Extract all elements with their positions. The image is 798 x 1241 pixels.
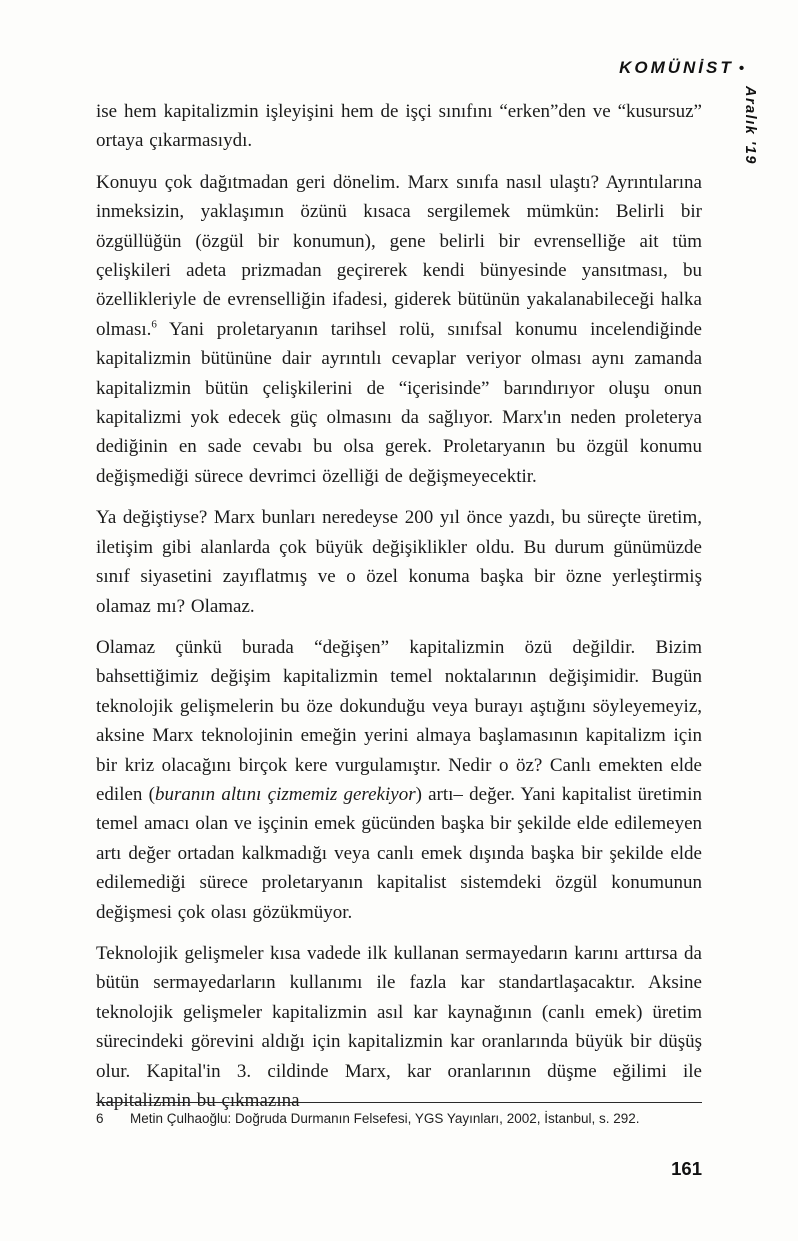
text-run: Teknolojik gelişmeler kısa vadede ilk kullanan sermayedarın karını arttırsa da bütün sermayedarların kullanımı ile fazla kar standartlaşacaktır. Aksine teknolojik gelişmeler kapitalizmin asıl kar kaynağının (canlı emek) üretim sürecindeki görevini aldığı için kapitalizmin kar oranlarında büyük bir düşüş olur. Kapital'in 3. cildinde Marx, kar oranlarının düşme eğilimi ile kapitalizmin bu çıkmazına bbox=[96, 942, 702, 1111]
text-run: Ya değiştiyse? Marx bunları neredeyse 200 yıl önce yazdı, bu süreçte üretim, iletişim gibi alanlarda çok büyük değişiklikler oldu. Bu durum günümüzde sınıf siyasetini zayıflatmış ve o özel konuma başka bir özne yerleştirmiş olamaz mı? Olamaz. bbox=[96, 507, 702, 617]
text-run: ) artı– değer. Yani kapitalist üretimin temel amacı olan ve işçinin emek gücünden başka bir şekilde elde edilemeyen artı değer ortadan kalkmadığı veya canlı emek dışında başka bir şekilde elde edilemediği sürece proletaryanın kapitalist sistemdeki özgül konumunun değişmesi çok olası gözükmüyor. bbox=[96, 783, 702, 923]
page-number: 161 bbox=[671, 1158, 702, 1179]
text-run: Yani proletaryanın tarihsel rolü, sınıfsal konumu incelendiğinde kapitalizmin bütününe dair ayrıntılı cevaplar veriyor olması aynı zamanda kapitalizmin bütün çelişkilerini de “içerisinde” barındırıyor oluşu onun kapitalizmi yok edecek güç olmasını da sağlıyor. Marx'ın neden proleterya dediğinin en sade cevabı bu olsa gerek. Proletaryanın bu özgül konumu değişmediği sürece devrimci özelliği de değişmeyecektir. bbox=[96, 318, 702, 487]
text-run: ise hem kapitalizmin işleyişini hem de işçi sınıfını “erken”den ve “kusursuz” ortaya çıkarmasıydı. bbox=[96, 101, 702, 152]
paragraph bbox=[96, 939, 702, 1115]
paragraph bbox=[96, 168, 702, 491]
footnote-reference: 6 bbox=[151, 318, 157, 331]
issue-date-vertical: Aralık '19 bbox=[742, 86, 758, 165]
page-header bbox=[619, 58, 744, 78]
text-run: Olamaz çünkü burada “değişen” kapitalizmin özü değildir. Bizim bahsettiğimiz değişim kapitalizmin temel noktalarının değişimidir. Bugün teknolojik gelişmelerin bu öze dokunduğu veya burayı aştığını söyleyemeyiz, aksine Marx teknolojinin emeğin yerini almaya başlamasının kapitalizm için bir kriz olacağını birçok kere vurgulamıştır. Nedir o öz? Canlı emekten elde edilen ( bbox=[96, 636, 702, 805]
paragraph bbox=[96, 503, 702, 621]
header-bullet-icon: • bbox=[738, 60, 744, 77]
footnote-divider bbox=[96, 1102, 702, 1103]
footnote-text: Metin Çulhaoğlu: Doğruda Durmanın Felsefesi, YGS Yayınları, 2002, İstanbul, s. 292. bbox=[130, 1111, 640, 1126]
body-text bbox=[96, 97, 702, 1127]
text-run: Konuyu çok dağıtmadan geri dönelim. Marx sınıfa nasıl ulaştı? Ayrıntılarına inmeksizin, yaklaşımın özünü kısaca sergilemek mümkün: Belirli bir özgüllüğün (özgül bir konumun), gene belirli bir evrenselliğe ait tüm çelişkileri adeta prizmadan geçirerek kendi bünyesinde yansıtması, bu özellikleriyle de evrenselliğin ifadesi, giderek bütünün yakalanabileceği halka olması. bbox=[96, 171, 702, 340]
footnote bbox=[96, 1110, 702, 1128]
journal-title: KOMÜNİST bbox=[619, 58, 734, 77]
emphasized-text: buranın altını çizmemiz gerekiyor bbox=[154, 783, 416, 805]
footnote-number: 6 bbox=[96, 1111, 104, 1126]
paragraph bbox=[96, 633, 702, 927]
paragraph bbox=[96, 97, 702, 156]
